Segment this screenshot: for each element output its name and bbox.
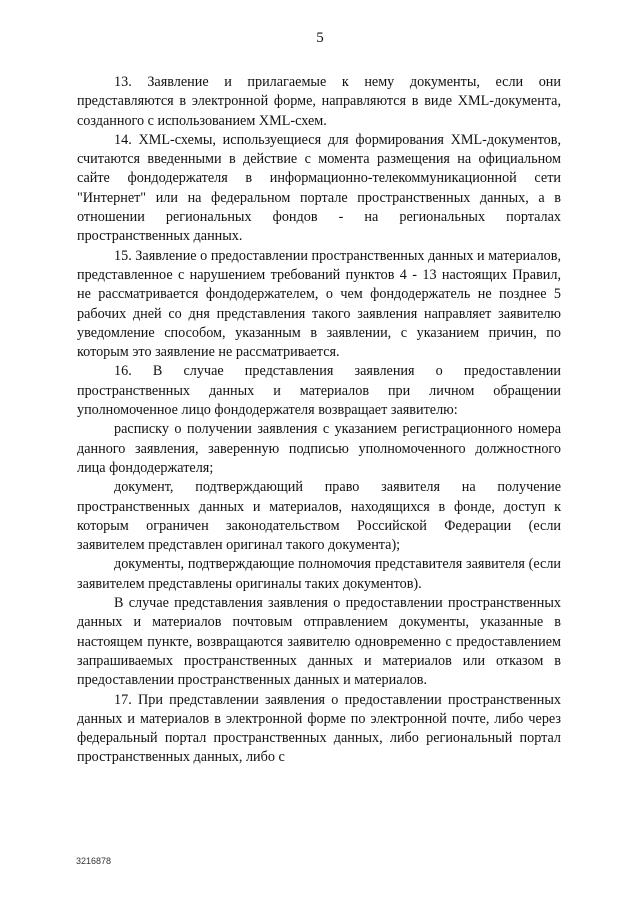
paragraph-15: 15. Заявление о предоставлении пространственных данных и материалов, представленное с нарушением требований пунктов 4 - 13 настоящих Правил, не рассматривается фондодержателем, о чем фондодержатель не позднее 5 рабочих дней со дня представления такого заявления направляет заявителю уведомление способом, указанным в заявлении, с указанием причин, по которым это заявление не рассматривается. [77, 247, 561, 361]
paragraph-16-receipt: расписку о получении заявления с указанием регистрационного номера данного заявления, заверенную подписью уполномоченного должностного лица фондодержателя; [77, 421, 561, 476]
paragraph-16-postal: В случае представления заявления о предоставлении пространственных данных и материалов почтовым отправлением документы, указанные в настоящем пункте, возвращаются заявителю одновременно с предоставлением запрашиваемых пространственных данных и материалов или отказом в предоставлении пространственных данных и материалов. [77, 595, 561, 689]
paragraph-16: 16. В случае представления заявления о предоставлении пространственных данных и материалов при личном обращении уполномоченное лицо фондодержателя возвращает заявителю: [77, 363, 561, 419]
paragraph-17: 17. При представлении заявления о предоставлении пространственных данных и материалов в электронной форме по электронной почте, либо через федеральный портал пространственных данных, либо региональный портал пространственных данных, либо с [77, 691, 561, 766]
paragraph-16-authority: документы, подтверждающие полномочия представителя заявителя (если заявителем представлены оригиналы таких документов). [77, 556, 561, 592]
paragraph-13: 13. Заявление и прилагаемые к нему документы, если они представляются в электронной форме, направляются в виде XML-документа, созданного с использованием XML-схем. [77, 74, 561, 129]
page-number: 5 [316, 30, 324, 46]
document-body [77, 73, 561, 768]
paragraph-14: 14. XML-схемы, используещиеся для формирования XML-документов, считаются введенными в действие с момента размещения на официальном сайте фондодержателя в информационно-телекоммуникационной сети "Интернет" или на федеральном портале пространственных данных, а в отношении региональных фондов - на региональных порталах пространственных данных. [77, 131, 561, 245]
paragraph-16-document: документ, подтверждающий право заявителя на получение пространственных данных и материалов, находящихся в фонде, доступ к которым ограничен законодательством Российской Федерации (если заявителем представлен оригинал такого документа); [77, 479, 561, 554]
document-code: 3216878 [76, 856, 112, 866]
